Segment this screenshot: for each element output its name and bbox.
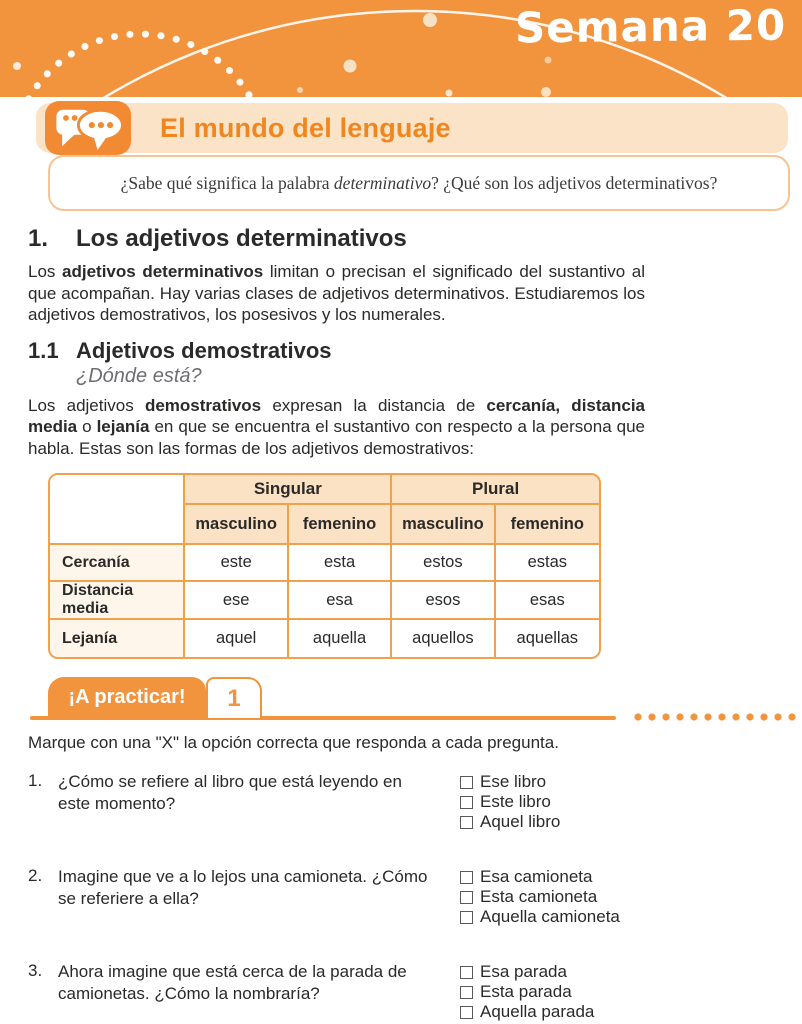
row-label: Cercanía	[50, 545, 185, 582]
practice-number: 1	[227, 684, 241, 712]
intro-question-box	[48, 155, 790, 211]
option	[460, 887, 802, 907]
question-text: Ahora imagine que está cerca de la parada de camionetas. ¿Cómo la nombraría?	[58, 962, 407, 1003]
option	[460, 792, 802, 812]
subsection-subtitle: ¿Dónde está?	[76, 364, 202, 387]
section-title: Los adjetivos determinativos	[76, 225, 407, 252]
section-heading	[28, 225, 802, 253]
question-2	[28, 866, 802, 927]
table-cell: esos	[392, 582, 495, 620]
checkbox[interactable]	[460, 911, 473, 924]
checkbox[interactable]	[460, 891, 473, 904]
table-cell: estas	[496, 545, 599, 582]
page-header	[0, 0, 802, 97]
checkbox[interactable]	[460, 871, 473, 884]
option-label: Ese libro	[480, 772, 547, 791]
checkbox[interactable]	[460, 1006, 473, 1019]
option	[460, 907, 802, 927]
table-group-header-plural: Plural	[392, 475, 599, 505]
option	[460, 772, 802, 792]
option-label: Esta parada	[480, 982, 572, 1001]
checkbox[interactable]	[460, 816, 473, 829]
table-row	[50, 545, 599, 582]
row-label: Distancia media	[50, 582, 185, 620]
subsection-title: Adjetivos demostrativos	[76, 337, 332, 363]
checkbox[interactable]	[460, 796, 473, 809]
instruction-text: Marque con una "X" la opción correcta que responda a cada pregunta.	[28, 733, 559, 752]
intro-question-text: ¿Sabe qué significa la palabra determinativo? ¿Qué son los adjetivos determinativos?	[120, 172, 718, 193]
option-label: Aquel libro	[480, 812, 561, 831]
option	[460, 812, 802, 832]
question-3	[28, 961, 802, 1022]
option	[460, 962, 802, 982]
table-row	[50, 582, 599, 620]
table-corner-cell	[50, 475, 185, 545]
table-row	[50, 620, 599, 657]
option-label: Esta camioneta	[480, 887, 598, 906]
section-banner	[36, 103, 788, 153]
checkbox[interactable]	[460, 986, 473, 999]
table-cell: aquella	[289, 620, 392, 657]
option-label: Esa camioneta	[480, 867, 593, 886]
practice-tab	[48, 677, 206, 718]
option-label: Aquella parada	[480, 1002, 595, 1021]
question-text: ¿Cómo se refiere al libro que está leyendo en este momento?	[58, 772, 402, 813]
week-title: Semana 20	[514, 0, 787, 53]
table-cell: aquel	[185, 620, 288, 657]
checkbox[interactable]	[460, 776, 473, 789]
option	[460, 1002, 802, 1022]
banner-background	[36, 103, 788, 153]
question-number: 1.	[28, 771, 43, 790]
demonstratives-table	[48, 473, 601, 659]
subsection-heading	[28, 338, 802, 364]
practice-tab-label: ¡A practicar!	[68, 686, 186, 708]
table-column-header: masculino	[185, 505, 288, 545]
option	[460, 982, 802, 1002]
section-number: 1.	[28, 225, 49, 252]
table-cell: esa	[289, 582, 392, 620]
subsection-number: 1.1	[28, 337, 59, 363]
chat-bubbles-icon	[45, 101, 131, 155]
banner-title: El mundo del lenguaje	[160, 112, 451, 143]
checkbox[interactable]	[460, 966, 473, 979]
options-list	[460, 866, 802, 927]
table-cell: esas	[496, 582, 599, 620]
table-group-header-singular: Singular	[185, 475, 392, 505]
question-1	[28, 771, 802, 832]
divider-dots	[634, 713, 802, 721]
option	[460, 867, 802, 887]
practice-header	[0, 673, 802, 721]
option-label: Aquella camioneta	[480, 907, 620, 926]
row-label: Lejanía	[50, 620, 185, 657]
table-cell: estos	[392, 545, 495, 582]
table-cell: aquellas	[496, 620, 599, 657]
table-cell: esta	[289, 545, 392, 582]
option-label: Esa parada	[480, 962, 567, 981]
subsection-paragraph: Los adjetivos demostrativos expresan la distancia de cercanía, distancia media o lejanía en que se encuentra el sustantivo con respecto a la persona que habla. Estas son las formas de los adjetivos demostrativos:	[28, 395, 645, 458]
section-paragraph: Los adjetivos determinativos limitan o precisan el significado del sustantivo al que acompañan. Hay varias clases de adjetivos determinativos. Estudiaremos los adjetivos demostrativos, los posesivos y los numerales.	[28, 262, 646, 324]
table-column-header: femenino	[289, 505, 392, 545]
question-number: 2.	[28, 866, 43, 885]
practice-number-tab	[206, 677, 262, 718]
table-cell: aquellos	[392, 620, 495, 657]
options-list	[460, 961, 802, 1022]
table-column-header: masculino	[392, 505, 495, 545]
option-label: Este libro	[480, 792, 551, 811]
options-list	[460, 771, 802, 832]
question-text: Imagine que ve a lo lejos una camioneta. ¿Cómo se referiere a ella?	[58, 867, 428, 908]
question-number: 3.	[28, 961, 43, 980]
table-cell: este	[185, 545, 288, 582]
table-cell: ese	[185, 582, 288, 620]
table-column-header: femenino	[496, 505, 599, 545]
